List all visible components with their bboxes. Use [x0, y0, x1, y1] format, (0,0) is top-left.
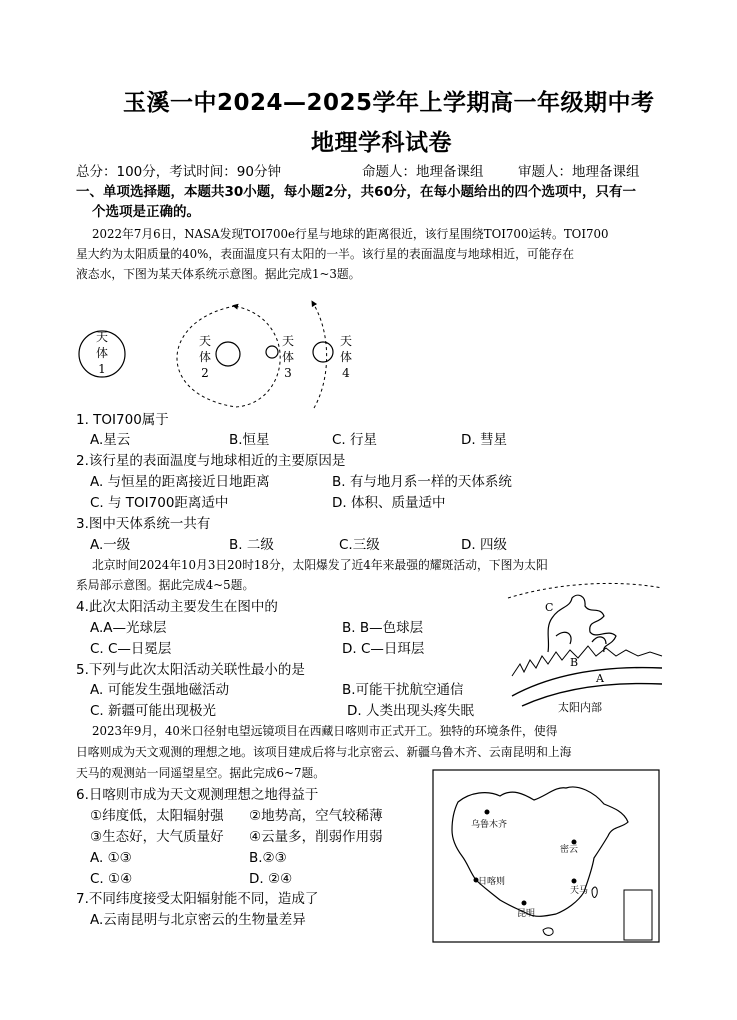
q6-stem: 6.日喀则市成为天文观测理想之地得益于 — [76, 787, 319, 803]
q2-option-a[interactable]: A. 与恒星的距离接近日地距离 — [90, 474, 270, 490]
label-shigatse: 日喀则 — [478, 877, 506, 887]
q1-option-a[interactable]: A.星云 — [90, 432, 131, 448]
marker-tianma — [572, 879, 577, 884]
body2-char2: 体 — [198, 350, 212, 364]
exam-info-total: 总分：100分，考试时间：90分钟 — [76, 164, 281, 180]
q2-option-b[interactable]: B. 有与地月系一样的天体系统 — [332, 474, 512, 490]
q6-option-b[interactable]: B.②③ — [249, 850, 287, 866]
page-title: 玉溪一中2024—2025学年上学期高一年级期中考 — [123, 90, 655, 116]
chromosphere-layer — [512, 668, 662, 696]
label-kunming: 昆明 — [517, 909, 536, 919]
q1-option-d[interactable]: D. 彗星 — [461, 432, 507, 448]
q4-option-a[interactable]: A.A—光球层 — [90, 620, 167, 636]
exam-info-reviewer: 审题人：地理备课组 — [518, 164, 640, 180]
inset-sea-frame — [624, 890, 652, 940]
body2-char3: 2 — [201, 366, 209, 380]
body3-char3: 3 — [284, 366, 292, 380]
label-b: B — [570, 656, 579, 669]
corona-boundary-dashed — [508, 583, 662, 598]
q5-option-b[interactable]: B.可能干扰航空通信 — [342, 682, 464, 698]
page-subtitle: 地理学科试卷 — [311, 130, 452, 156]
chromosphere-spicules — [512, 646, 662, 676]
q2-option-c[interactable]: C. 与 TOI700距离适中 — [90, 495, 229, 511]
body1-char1: 天 — [95, 330, 109, 344]
q5-option-c[interactable]: C. 新疆可能出现极光 — [90, 703, 217, 719]
q6-option-a[interactable]: A. ①③ — [90, 850, 132, 866]
map-frame — [433, 770, 659, 942]
q6-statement-2: ②地势高，空气较稀薄 — [249, 808, 383, 824]
q1-option-c[interactable]: C. 行星 — [332, 432, 378, 448]
q7-option-a[interactable]: A.云南昆明与北京密云的生物量差异 — [90, 912, 306, 928]
body3-char2: 体 — [281, 350, 295, 364]
q3-option-c[interactable]: C.三级 — [339, 537, 380, 553]
q5-option-d[interactable]: D. 人类出现头疼失眠 — [347, 703, 474, 719]
marker-miyun — [572, 840, 577, 845]
passage1-line1: 2022年7月6日，NASA发现TOI700e行星与地球的距离很近，该行星围绕TOI700运转。TOI700 — [92, 227, 609, 241]
label-tianma: 天马 — [570, 886, 589, 896]
q2-option-d[interactable]: D. 体积、质量适中 — [332, 495, 446, 511]
celestial-body-3 — [266, 346, 278, 358]
body2-char1: 天 — [198, 334, 212, 348]
label-urumqi: 乌鲁木齐 — [471, 820, 508, 830]
section-heading-cont: 个选项是正确的。 — [92, 204, 200, 220]
passage2-line2: 系局部示意图。据此完成4~5题。 — [76, 578, 255, 592]
marker-shigatse — [474, 878, 479, 883]
q6-statement-3: ③生态好，大气质量好 — [90, 829, 224, 845]
q6-option-c[interactable]: C. ①④ — [90, 871, 133, 887]
label-c: C — [545, 601, 554, 614]
q6-option-d[interactable]: D. ②④ — [249, 871, 293, 887]
q4-option-d[interactable]: D. C—日珥层 — [342, 641, 425, 657]
passage1-line3: 液态水，下图为某天体系统示意图。据此完成1~3题。 — [76, 267, 361, 281]
body4-char1: 天 — [339, 334, 353, 348]
celestial-body-1 — [79, 331, 125, 377]
q7-stem: 7.不同纬度接受太阳辐射能不同，造成了 — [76, 891, 319, 907]
q4-option-b[interactable]: B. B—色球层 — [342, 620, 424, 636]
passage3-line2: 日喀则成为天文观测的理想之地。该项目建成后将与北京密云、新疆乌鲁木齐、云南昆明和上海 — [76, 745, 572, 759]
label-miyun: 密云 — [560, 845, 579, 855]
q6-statement-4: ④云量多，削弱作用弱 — [249, 829, 383, 845]
celestial-body-4 — [313, 342, 333, 362]
q3-stem: 3.图中天体系统一共有 — [76, 516, 211, 532]
orbit-dashed-arc — [313, 303, 327, 408]
prominence-shape — [548, 595, 616, 652]
body4-char3: 4 — [342, 366, 350, 380]
q1-stem: 1. TOI700属于 — [76, 412, 169, 428]
body1-char2: 体 — [95, 346, 109, 360]
label-sun-interior: 太阳内部 — [558, 701, 602, 714]
body3-char1: 天 — [281, 334, 295, 348]
q4-stem: 4.此次太阳活动主要发生在图中的 — [76, 599, 278, 615]
celestial-body-2 — [216, 342, 240, 366]
marker-kunming — [522, 901, 527, 906]
q3-option-b[interactable]: B. 二级 — [229, 537, 274, 553]
q3-option-d[interactable]: D. 四级 — [461, 537, 507, 553]
taiwan-island — [592, 887, 597, 897]
q6-statement-1: ①纬度低，太阳辐射强 — [90, 808, 224, 824]
body1-char3: 1 — [98, 362, 106, 376]
q4-option-c[interactable]: C. C—日冕层 — [90, 641, 172, 657]
label-a: A — [596, 672, 604, 685]
photosphere-layer — [522, 684, 662, 706]
q3-option-a[interactable]: A.一级 — [90, 537, 131, 553]
passage3-line1: 2023年9月，40米口径射电望远镜项目在西藏日喀则市正式开工。独特的环境条件，使得 — [92, 724, 558, 738]
china-outline — [452, 787, 628, 916]
q1-option-b[interactable]: B.恒星 — [229, 432, 270, 448]
passage1-line2: 星大约为太阳质量的40%，表面温度只有太阳的一半。该行星的表面温度与地球相近，可能存在 — [76, 247, 575, 261]
section-heading: 一、单项选择题，本题共30小题，每小题2分，共60分，在每小题给出的四个选项中，只有一 — [76, 184, 636, 200]
body4-char2: 体 — [339, 350, 353, 364]
marker-urumqi — [485, 810, 490, 815]
exam-info-setter: 命题人：地理备课组 — [362, 164, 484, 180]
passage2-line1: 北京时间2024年10月3日20时18分，太阳爆发了近4年来最强的耀斑活动，下图为太阳 — [92, 558, 548, 572]
q5-option-a[interactable]: A. 可能发生强地磁活动 — [90, 682, 230, 698]
passage3-line3: 天马的观测站一同遥望星空。据此完成6~7题。 — [76, 766, 326, 780]
hainan-island — [543, 928, 553, 936]
q5-stem: 5.下列与此次太阳活动关联性最小的是 — [76, 662, 305, 678]
q2-stem: 2.该行星的表面温度与地球相近的主要原因是 — [76, 453, 346, 469]
orbit-dashed-large — [177, 306, 280, 407]
